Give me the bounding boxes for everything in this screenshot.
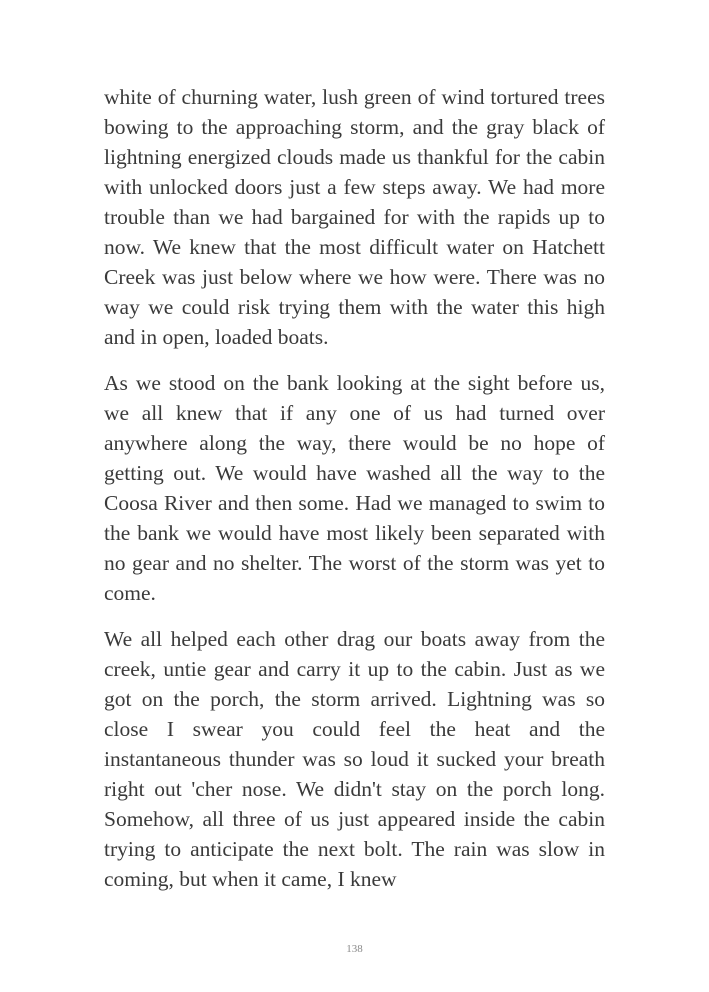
paragraph-2: As we stood on the bank looking at the sight before us, we all knew that if any one of us had turned over anywhere along the way, there would be no hope of getting out. We would have washed all the way to the Coosa River and then some. Had we managed to swim to the bank we would have most likely been separated with no gear and no shelter. The worst of the storm was yet to come.: [104, 371, 605, 605]
paragraph-3: We all helped each other drag our boats away from the creek, untie gear and carry it up to the cabin. Just as we got on the porch, the storm arrived. Lightning was so close I swear you could feel the heat and the instantaneous thunder was so loud it sucked your breath right out 'cher nose. We didn't stay on the porch long. Somehow, all three of us just appeared inside the cabin trying to anticipate the next bolt. The rain was slow in coming, but when it came, I knew: [104, 627, 605, 891]
body-text: [104, 82, 605, 894]
page-number: 138: [346, 943, 363, 955]
paragraph-1: white of churning water, lush green of wind tortured trees bowing to the approaching storm, and the gray black of lightning energized clouds made us thankful for the cabin with unlocked doors just a few steps away. We had more trouble than we had bargained for with the rapids up to now. We knew that the most difficult water on Hatchett Creek was just below where we how were. There was no way we could risk trying them with the water this high and in open, loaded boats.: [104, 85, 605, 349]
